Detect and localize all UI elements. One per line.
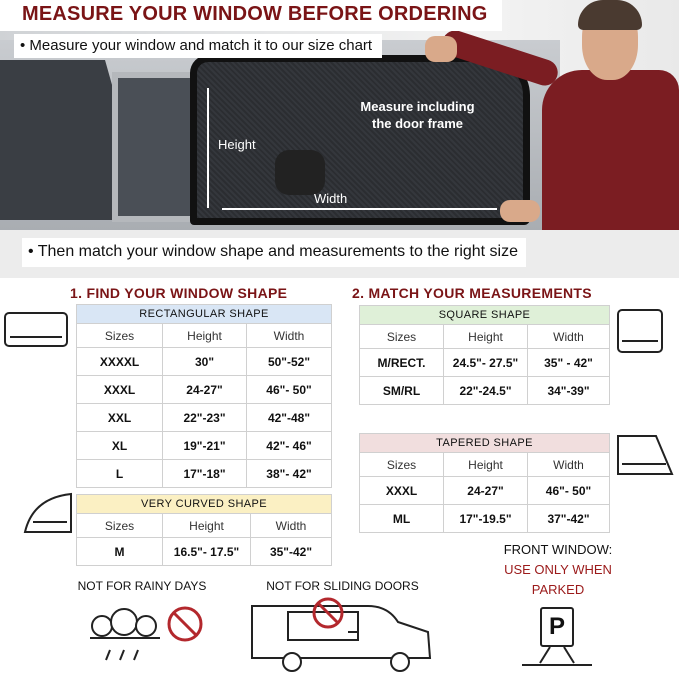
width-cell: 46"- 50" [247,376,332,404]
col-sizes: Sizes [360,325,444,349]
instruction-bullet-1: • Measure your window and match it to our size chart [14,34,382,58]
measure-note-line-1: Measure including [360,99,475,114]
measure-note-line-2: the door frame [371,116,463,131]
col-height: Height [444,325,528,349]
size-cell: ML [360,505,444,533]
width-measure-line [222,208,497,210]
col-sizes: Sizes [77,324,163,348]
width-label: Width [314,191,348,206]
instruction-bullet-2: • Then match your window shape and measurements to the right size [22,238,526,267]
tapered-shape-title: TAPERED SHAPE [360,434,610,453]
height-cell: 24-27" [163,376,247,404]
curved-window-icon [23,492,73,534]
table-row [360,349,610,377]
table-row [77,538,332,566]
table-row [77,376,332,404]
rain-cloud-icon [86,604,166,664]
col-height: Height [444,453,528,477]
person-figure [520,0,679,230]
col-sizes: Sizes [360,453,444,477]
height-cell: 17"-18" [163,460,247,488]
very-curved-shape-table [76,494,332,566]
front-window-line-3: PARKED [531,582,585,597]
rainy-days-warning: NOT FOR RAINY DAYS [77,579,207,593]
table-row [77,348,332,376]
size-cell: XXXXL [77,348,163,376]
height-cell: 19"-21" [163,432,247,460]
height-cell: 24.5"- 27.5" [444,349,528,377]
rectangle-window-icon [4,312,68,348]
table-row [77,432,332,460]
col-width: Width [247,324,332,348]
front-window-line-1: FRONT WINDOW: [503,542,613,557]
square-window-icon [617,309,663,353]
width-cell: 35"-42" [251,538,332,566]
size-cell: XL [77,432,163,460]
height-cell: 22"-24.5" [444,377,528,405]
size-cell: XXXL [77,376,163,404]
size-cell: XXL [77,404,163,432]
front-window-line-2: USE ONLY WHEN [504,562,612,577]
table-row [360,377,610,405]
size-cell: M/RECT. [360,349,444,377]
measure-note [350,98,485,132]
table-row [360,505,610,533]
parking-sign-icon: P [540,607,574,647]
width-cell: 38"- 42" [247,460,332,488]
col-width: Width [528,325,610,349]
parking-base-icon [520,647,594,669]
col-height: Height [163,514,251,538]
rectangular-shape-table [76,304,332,488]
height-cell: 22"-23" [163,404,247,432]
no-sign-icon [311,596,345,630]
width-cell: 42"- 46" [247,432,332,460]
width-cell: 46"- 50" [528,477,610,505]
table-row [360,477,610,505]
size-cell: L [77,460,163,488]
very-curved-shape-title: VERY CURVED SHAPE [77,495,332,514]
car-mirror [275,150,325,195]
col-width: Width [528,453,610,477]
height-cell: 16.5"- 17.5" [163,538,251,566]
height-cell: 30" [163,348,247,376]
width-cell: 50"-52" [247,348,332,376]
width-cell: 37"-42" [528,505,610,533]
table-row [77,460,332,488]
height-cell: 24-27" [444,477,528,505]
match-measurements-title: 2. MATCH YOUR MEASUREMENTS [352,285,592,301]
tapered-shape-table [359,433,610,533]
square-shape-table [359,305,610,405]
height-measure-line [207,88,209,208]
size-cell: M [77,538,163,566]
find-shape-title: 1. FIND YOUR WINDOW SHAPE [70,285,288,301]
height-cell: 17"-19.5" [444,505,528,533]
tapered-window-icon [616,434,674,476]
rectangular-shape-title: RECTANGULAR SHAPE [77,305,332,324]
size-cell: SM/RL [360,377,444,405]
square-shape-title: SQUARE SHAPE [360,306,610,325]
page-headline: MEASURE YOUR WINDOW BEFORE ORDERING [0,0,502,31]
col-sizes: Sizes [77,514,163,538]
table-row [77,404,332,432]
no-sign-icon [166,605,204,643]
sliding-doors-warning: NOT FOR SLIDING DOORS [266,579,419,593]
col-width: Width [251,514,332,538]
width-cell: 35" - 42" [528,349,610,377]
size-cell: XXXL [360,477,444,505]
width-cell: 42"-48" [247,404,332,432]
width-cell: 34"-39" [528,377,610,405]
front-window-note [478,540,638,600]
col-height: Height [163,324,247,348]
height-label: Height [218,137,256,152]
